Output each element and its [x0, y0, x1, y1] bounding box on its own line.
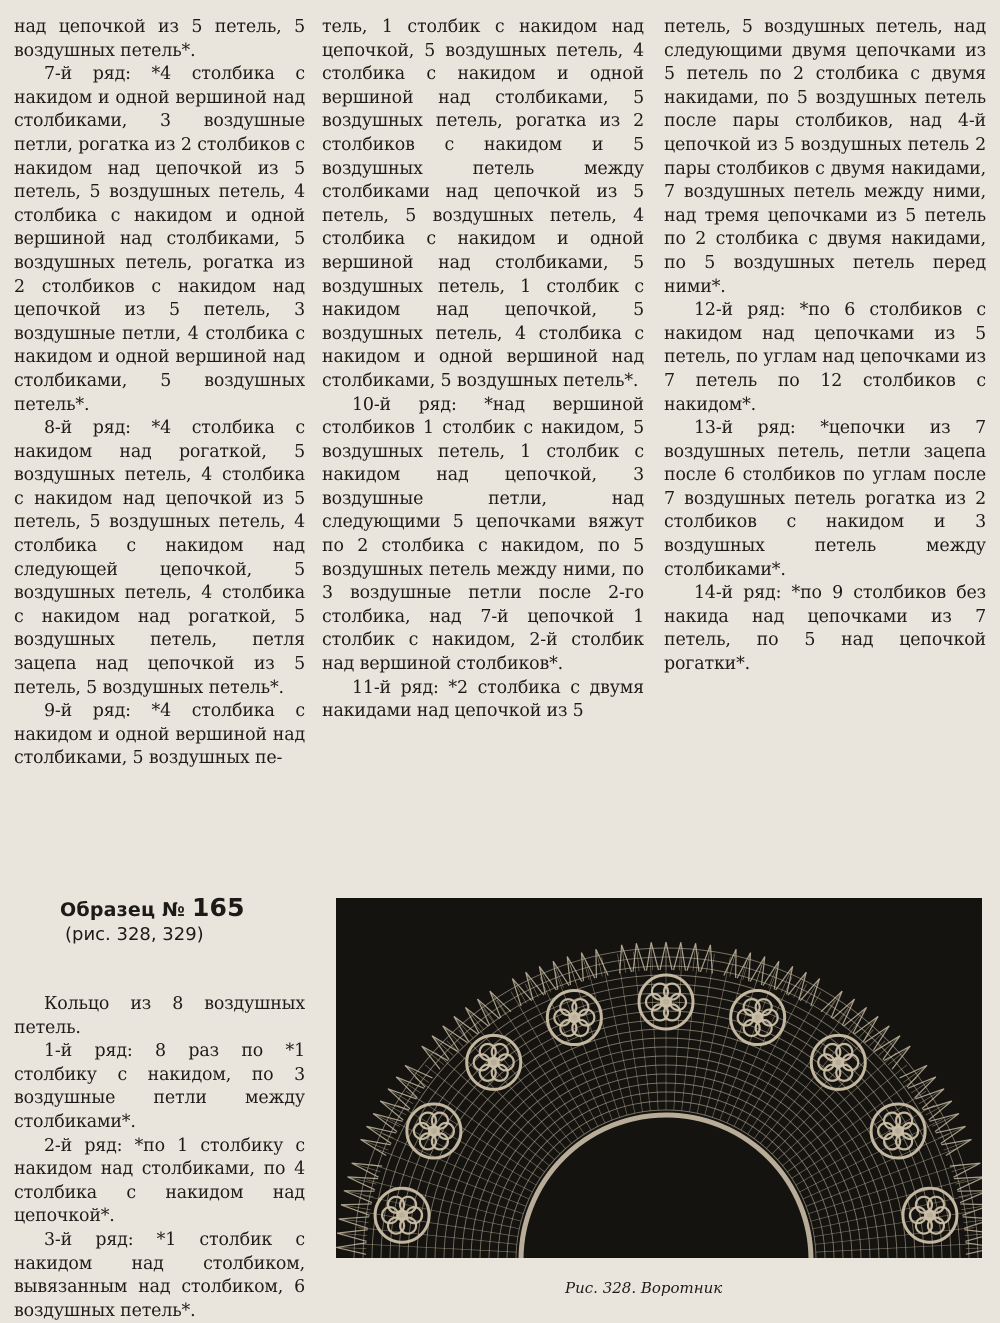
paragraph: 13-й ряд: *цепочки из 7 воздушных петель, петли зацепа после 6 столбиков по углам после 7 воздушных петель рогатка из 2 столбиков с накидом и 3 воздушных петель между столбиками*. — [664, 418, 986, 580]
text-column-3 — [664, 16, 986, 677]
lace-flower-motif — [547, 991, 601, 1045]
paragraph: 9-й ряд: *4 столбика с накидом и одной вершиной над столбиками, 5 воздушных пе- — [14, 701, 305, 769]
paragraph: 1-й ряд: 8 раз по *1 столбику с накидом, по 3 воздушные петли между столбиками*. — [14, 1041, 305, 1132]
crochet-collar-image — [336, 898, 982, 1258]
paragraph: Кольцо из 8 воздушных петель. — [14, 994, 305, 1038]
figure-caption: Рис. 328. Воротник — [565, 1279, 723, 1297]
sample-figure-refs: (рис. 328, 329) — [65, 924, 204, 945]
sample-number: 165 — [191, 893, 245, 922]
text-column-4 — [14, 993, 305, 1323]
paragraph: 12-й ряд: *по 6 столбиков с накидом над цепочками из 5 петель, по углам над цепочками из 7 петель по 12 столбиков с накидом*. — [664, 300, 987, 415]
paragraph: тель, 1 столбик с накидом над цепочкой, 5 воздушных петель, 4 столбика с накидом и одной вершиной над столбиками, 5 воздушных петель, рогатка из 2 столбиков с накидом и 5 воздушных петель между столбиками над цепочкой из 5 петель, 5 воздушных петель, 4 столбика с накидом и одной вершиной над столбиками, 5 воздушных петель, 1 столбик с накидом над цепочкой, 5 воздушных петель, 4 столбика с накидом и одной вершиной над столбиками, 5 воздушных петель*. — [322, 17, 644, 391]
collar-photo — [336, 898, 982, 1258]
paragraph: петель, 5 воздушных петель, над следующими двумя цепочками из 5 петель по 2 столбика с двумя накидами, по 5 воздушных петель после пары столбиков, над 4-й цепочкой из 5 воздушных петель 2 пары столбиков с двумя накидами, 7 воздушных петель между ними, над тремя цепочками из 5 петель по 2 столбика с двумя накидами, по 5 воздушных петель перед ними*. — [664, 17, 986, 297]
paragraph: 14-й ряд: *по 9 столбиков без накида над цепочками из 7 петель, по 5 над цепочкой рогатки*. — [664, 583, 986, 675]
paragraph: 3-й ряд: *1 столбик с накидом над столбиком, вывязанным над столбиком, 6 воздушных петель*. — [14, 1229, 305, 1321]
lace-pattern — [336, 942, 982, 1258]
text-column-1 — [14, 16, 305, 771]
paragraph: над цепочкой из 5 петель, 5 воздушных петель*. — [14, 17, 305, 61]
lace-flower-motif — [467, 1035, 521, 1089]
lace-flower-motif — [903, 1188, 957, 1242]
sample-title-prefix: Образец № — [60, 899, 192, 921]
paragraph: 8-й ряд: *4 столбика с накидом над рогаткой, 5 воздушных петель, 4 столбика с накидом над цепочкой из 5 петель, 5 воздушных петель, 4 столбика с накидом над следующей цепочкой, 5 воздушных петель, 4 столбика с накидом над рогаткой, 5 воздушных петель, петля зацепа над цепочкой из 5 петель, 5 воздушных петель*. — [14, 418, 305, 698]
paragraph: 10-й ряд: *над вершиной столбиков 1 столбик с накидом, 5 воздушных петель, 1 столбик с накидом над цепочкой, 3 воздушные петли, над следующими 5 цепочками вяжут по 2 столбика с накидом, по 5 воздушных петель между ними, по 3 воздушные петли после 2-го столбика, над 7-й цепочкой 1 столбик с накидом, 2-й столбик над вершиной столбиков*. — [322, 394, 644, 675]
lace-flower-motif — [871, 1104, 925, 1158]
lace-flower-motif — [731, 991, 785, 1045]
paragraph: 2-й ряд: *по 1 столбику с накидом над столбиками, по 4 столбика с накидом над цепочкой*. — [14, 1135, 305, 1227]
paragraph: 7-й ряд: *4 столбика с накидом и одной вершиной над столбиками, 3 воздушные петли, рогатка из 2 столбиков с накидом над цепочкой из 5 петель, 5 воздушных петель, 4 столбика с накидом и одной вершиной над столбиками, 5 воздушных петель, рогатка из 2 столбиков с накидом над цепочкой из 5 петель, 3 воздушные петли, 4 столбика с накидом и одной вершиной над столбиками, 5 воздушных петель*. — [14, 64, 305, 415]
paragraph: 11-й ряд: *2 столбика с двумя накидами над цепочкой из 5 — [322, 677, 644, 722]
lace-flower-motif — [811, 1035, 865, 1089]
sample-heading — [60, 893, 245, 922]
text-column-2 — [322, 16, 644, 724]
